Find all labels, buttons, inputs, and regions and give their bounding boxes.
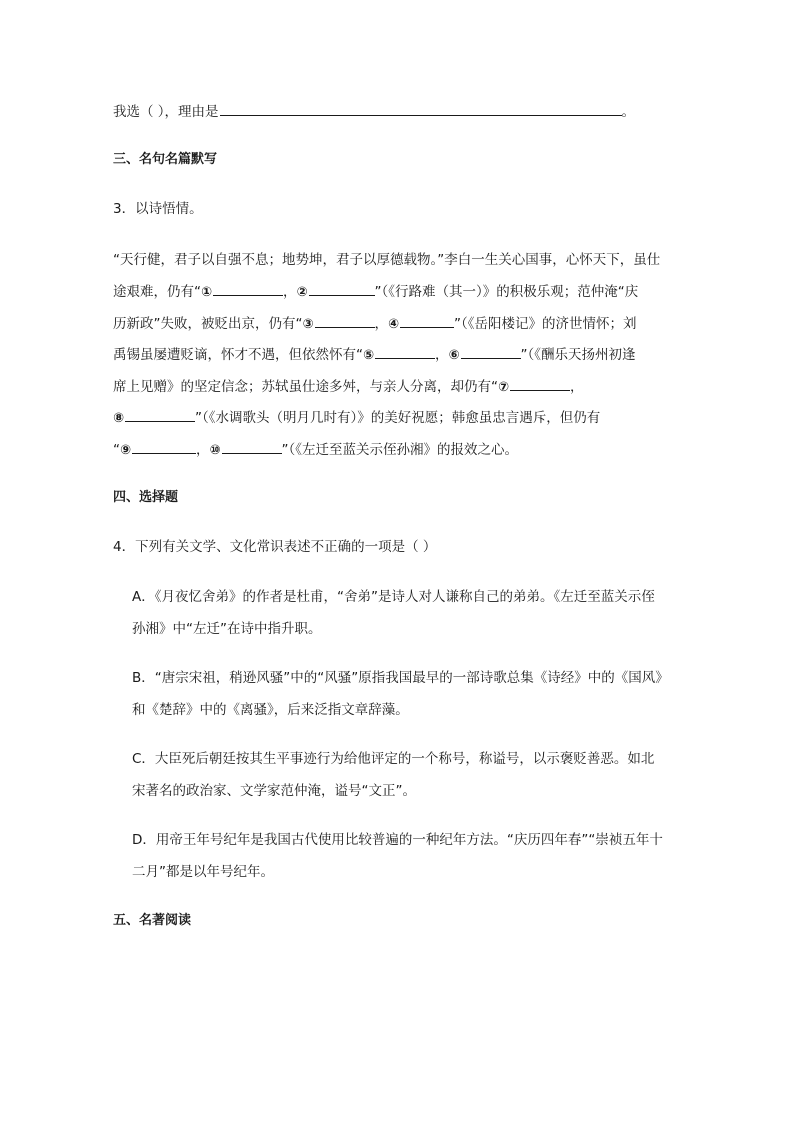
fill-blank-2[interactable]: [309, 281, 375, 296]
q3-text-line-5: [113, 376, 584, 398]
q3-text-line-4: [113, 344, 636, 366]
question-3-title: 3．以诗悟情。: [113, 201, 203, 217]
q3-text: ，: [435, 347, 449, 363]
q3-text-line-6: [113, 407, 600, 429]
q3-text: “: [113, 442, 120, 458]
previous-question-answer-line: [113, 101, 635, 122]
q3-text: ”（《酬乐天扬州初逢: [520, 347, 636, 363]
fill-blank-10[interactable]: [222, 439, 282, 454]
q3-text: 途艰难，仍有“: [113, 284, 201, 300]
option-a-line-2[interactable]: 孙湘》中“左迁”在诗中指升职。: [132, 621, 322, 637]
question-4-title: 4．下列有关文学、文化常识表述不正确的一项是（ ）: [113, 539, 437, 555]
answer-blank-reason[interactable]: [220, 101, 622, 116]
section-4-heading: 四、选择题: [113, 490, 179, 505]
q3-text-line-2: [113, 281, 638, 303]
option-d-line-1[interactable]: D．用帝王年号纪年是我国古代使用比较普遍的一种纪年方法。“庆历四年春”“崇祯五年十: [132, 832, 663, 848]
q3-text: ”（《行路难（其一）》的积极乐观；范仲淹“庆: [374, 284, 639, 300]
q3-text-line-1: “天行健，君子以自强不息；地势坤，君子以厚德载物。”李白一生关心国事，心怀天下，虽仕: [113, 252, 661, 268]
blank-number-1: ①: [201, 285, 213, 300]
q3-text: ”（《岳阳楼记》的济世情怀；刘: [454, 316, 637, 332]
option-b-line-2[interactable]: 和《楚辞》中的《离骚》，后来泛指文章辞藻。: [132, 702, 409, 718]
blank-number-5: ⑤: [363, 348, 375, 363]
blank-number-8: ⑧: [113, 411, 125, 426]
q3-text: ，: [570, 379, 584, 395]
q3-text-line-3: [113, 313, 637, 335]
answer-suffix: 。: [621, 104, 636, 120]
fill-blank-9[interactable]: [132, 439, 196, 454]
blank-number-9: ⑨: [120, 443, 132, 458]
q3-text: 席上见赠》的坚定信念；苏轼虽仕途多舛，与亲人分离，却仍有“: [113, 379, 498, 395]
q3-text: 禹锡虽屡遭贬谪，怀才不遇，但依然怀有“: [113, 347, 363, 363]
section-5-heading: 五、名著阅读: [113, 913, 192, 928]
option-b-line-1[interactable]: B．“唐宗宋祖，稍逊风骚”中的“风骚”原指我国最早的一部诗歌总集《诗经》中的《国风》: [132, 670, 669, 686]
fill-blank-3[interactable]: [315, 313, 375, 328]
option-c-line-2[interactable]: 宋著名的政治家、文学家范仲淹，谥号“文正”。: [132, 783, 416, 799]
q3-text: ，: [283, 284, 297, 300]
blank-number-6: ⑥: [448, 348, 460, 363]
option-a-line-1[interactable]: A．《月夜忆舍弟》的作者是杜甫，“舍弟”是诗人对人谦称自己的弟弟。《左迁至蓝关示侄: [132, 589, 655, 605]
answer-prefix: 我选（ ），理由是: [113, 104, 219, 120]
section-3-heading: 三、名句名篇默写: [113, 152, 218, 167]
option-d-line-2[interactable]: 二月”都是以年号纪年。: [132, 864, 274, 880]
option-c-line-1[interactable]: C．大臣死后朝廷按其生平事迹行为给他评定的一个称号，称谥号，以示褒贬善恶。如北: [132, 751, 655, 767]
q3-text: ，: [196, 442, 210, 458]
q3-text: ，: [374, 316, 389, 332]
fill-blank-5[interactable]: [375, 344, 435, 359]
q3-text: 历新政”失败，被贬出京，仍有“: [113, 316, 303, 332]
blank-number-10: ⑩: [209, 443, 221, 458]
q3-text-line-7: [113, 439, 518, 461]
fill-blank-4[interactable]: [400, 313, 454, 328]
fill-blank-7[interactable]: [510, 376, 570, 391]
fill-blank-1[interactable]: [213, 281, 283, 296]
fill-blank-8[interactable]: [125, 407, 195, 422]
blank-number-4: ④: [388, 317, 400, 332]
fill-blank-6[interactable]: [461, 344, 521, 359]
blank-number-3: ③: [302, 317, 314, 332]
q3-text: ”（《水调歌头（明月几时有）》的美好祝愿；韩愈虽忠言遇斥，但仍有: [195, 410, 601, 426]
blank-number-2: ②: [296, 285, 308, 300]
blank-number-7: ⑦: [498, 380, 510, 395]
q3-text: ”（《左迁至蓝关示侄孙湘》的报效之心。: [281, 442, 519, 458]
